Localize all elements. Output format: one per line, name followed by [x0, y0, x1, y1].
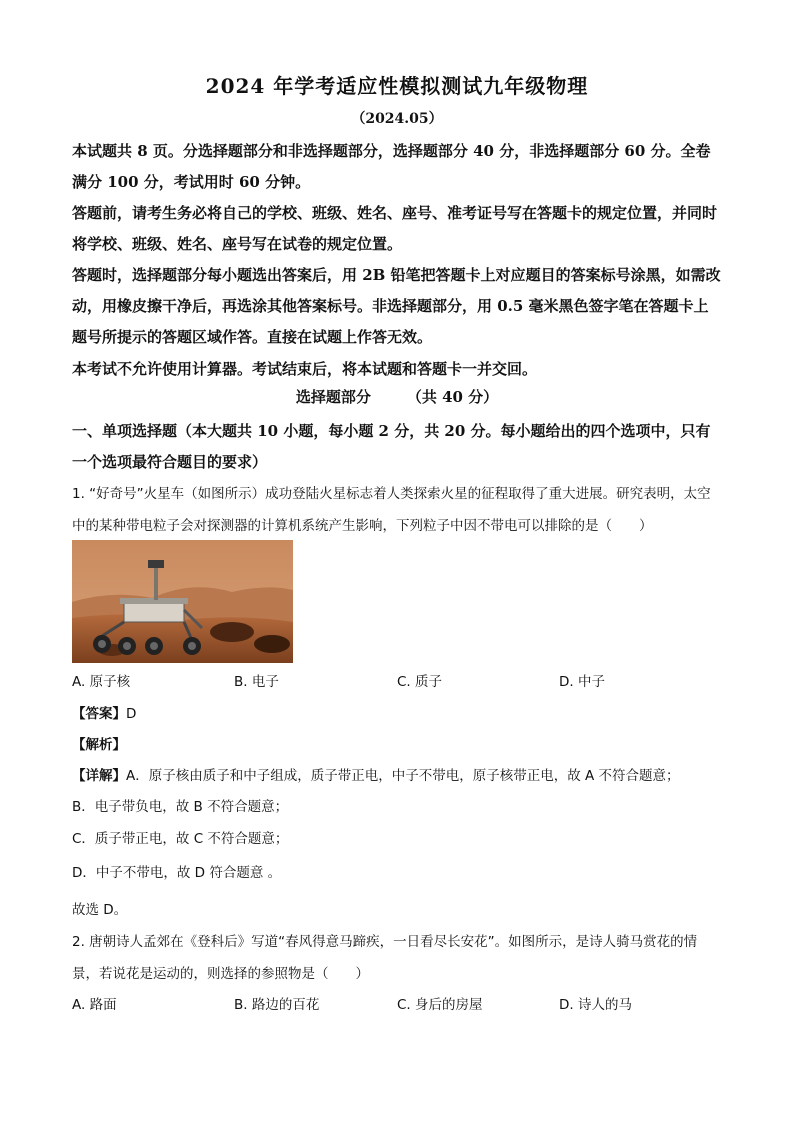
q1-analysis-label: 【解析】: [72, 737, 126, 753]
instruction-2: 答题前，请考生务必将自己的学校、班级、姓名、座号、准考证号写在答题卡的规定位置，并同时将学校、班级、姓名、座号写在试卷的规定位置。: [72, 204, 718, 253]
section-points: （共 40 分）: [406, 388, 499, 406]
answer-label: 【答案】: [72, 706, 126, 722]
section-name: 选择题部分: [295, 388, 371, 406]
answer-value: D: [126, 706, 137, 722]
section-heading: [0, 386, 794, 407]
question-1-options: [72, 670, 722, 694]
part-one-heading: 一、单项选择题（本大题共 10 小题，每小题 2 分，共 20 分。每小题给出的四个选项中，只有一个选项最符合题目的要求）: [72, 422, 711, 471]
page-title: 2024 年学考适应性模拟测试九年级物理: [205, 74, 589, 98]
q1-detail-c: C．质子带正电，故 C 不符合题意；: [72, 831, 289, 847]
detail-label: 【详解】: [72, 768, 126, 784]
q1-option-c: C. 质子: [397, 674, 443, 690]
instruction-4: 本考试不允许使用计算器。考试结束后，将本试题和答题卡一并交回。: [72, 360, 538, 378]
q1-option-b: B. 电子: [234, 674, 279, 690]
instruction-1: 本试题共 8 页。分选择题部分和非选择题部分，选择题部分 40 分，非选择题部分 60 分。全卷满分 100 分，考试用时 60 分钟。: [72, 142, 711, 191]
q1-detail-a: 【详解】A．原子核由质子和中子组成，质子带正电，中子不带电，原子核带正电，故 A 不符合题意；: [72, 768, 680, 784]
question-2-stem: 2. 唐朝诗人孟郊在《登科后》写道“春风得意马蹄疾，一日看尽长安花”。如图所示，是诗人骑马赏花的情景，若说花是运动的，则选择的参照物是（ ）: [72, 934, 698, 982]
q1-detail-d: D．中子不带电，故 D 符合题意 。: [72, 865, 282, 881]
curiosity-rover-image: [72, 540, 293, 663]
question-1-stem: 1. “好奇号”火星车（如图所示）成功登陆火星标志着人类探索火星的征程取得了重大进展。研究表明，太空中的某种带电粒子会对探测器的计算机系统产生影响，下列粒子中因不带电可以排除的是（ ）: [72, 486, 711, 534]
q1-option-a: A. 原子核: [72, 674, 131, 690]
q2-option-c: C. 身后的房屋: [397, 997, 483, 1013]
q1-option-d: D. 中子: [559, 674, 605, 690]
instruction-3: 答题时，选择题部分每小题选出答案后，用 2B 铅笔把答题卡上对应题目的答案标号涂黑，如需改动，用橡皮擦干净后，再选涂其他答案标号。非选择题部分，用 0.5 毫米黑色签字笔在答题卡上题号所提示的答题区域作答。直接在试题上作答无效。: [72, 266, 721, 346]
q1-answer: [72, 702, 722, 722]
q2-option-d: D. 诗人的马: [559, 997, 632, 1013]
q2-option-a: A. 路面: [72, 997, 117, 1013]
q2-option-b: B. 路边的百花: [234, 997, 320, 1013]
q1-detail-b: B．电子带负电，故 B 不符合题意；: [72, 799, 289, 815]
exam-date: （2024.05）: [351, 111, 443, 127]
rover-illustration: [72, 540, 293, 663]
q1-conclusion: 故选 D。: [72, 902, 128, 918]
question-2-options: [72, 993, 722, 1017]
